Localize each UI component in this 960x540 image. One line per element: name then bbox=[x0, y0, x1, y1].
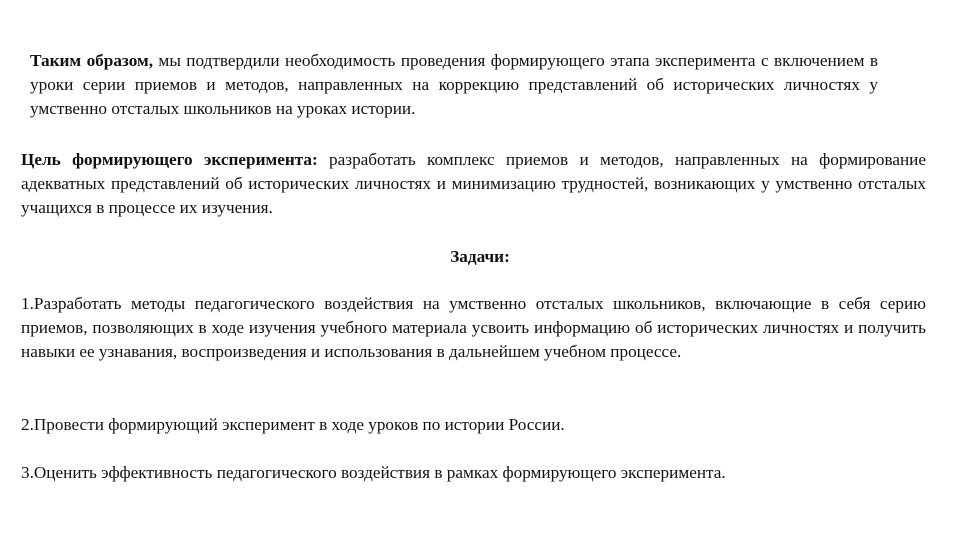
intro-paragraph bbox=[30, 49, 878, 121]
task-item-1: 1.Разработать методы педагогического воздействия на умственно отсталых школьников, включающие в себя серию приемов, позволяющих в ходе изучения учебного материала усвоить информацию об исторических личностях и получить навыки ее узнавания, воспроизведения и использования в дальнейшем учебном процессе. bbox=[21, 294, 926, 361]
goal-lead: Цель формирующего эксперимента: bbox=[21, 150, 318, 169]
intro-lead: Таким образом, bbox=[30, 51, 153, 70]
intro-text: мы подтвердили необходимость проведения формирующего этапа эксперимента с включением в уроки серии приемов и методов, направленных на коррекцию представлений об исторических личностях у умственно отсталых школьников на уроках истории. bbox=[30, 51, 878, 118]
goal-paragraph bbox=[21, 148, 926, 220]
goal-text: разработать комплекс приемов и методов, направленных на формирование адекватных представлений об исторических личностях и минимизацию трудностей, возникающих у умственно отсталых учащихся в процессе их изучения. bbox=[21, 150, 927, 217]
tasks-heading: Задачи: bbox=[450, 247, 510, 266]
task-item-3: 3.Оценить эффективность педагогического воздействия в рамках формирующего эксперимента. bbox=[21, 463, 726, 482]
task-item-2: 2.Провести формирующий эксперимент в ходе уроков по истории России. bbox=[21, 415, 565, 434]
